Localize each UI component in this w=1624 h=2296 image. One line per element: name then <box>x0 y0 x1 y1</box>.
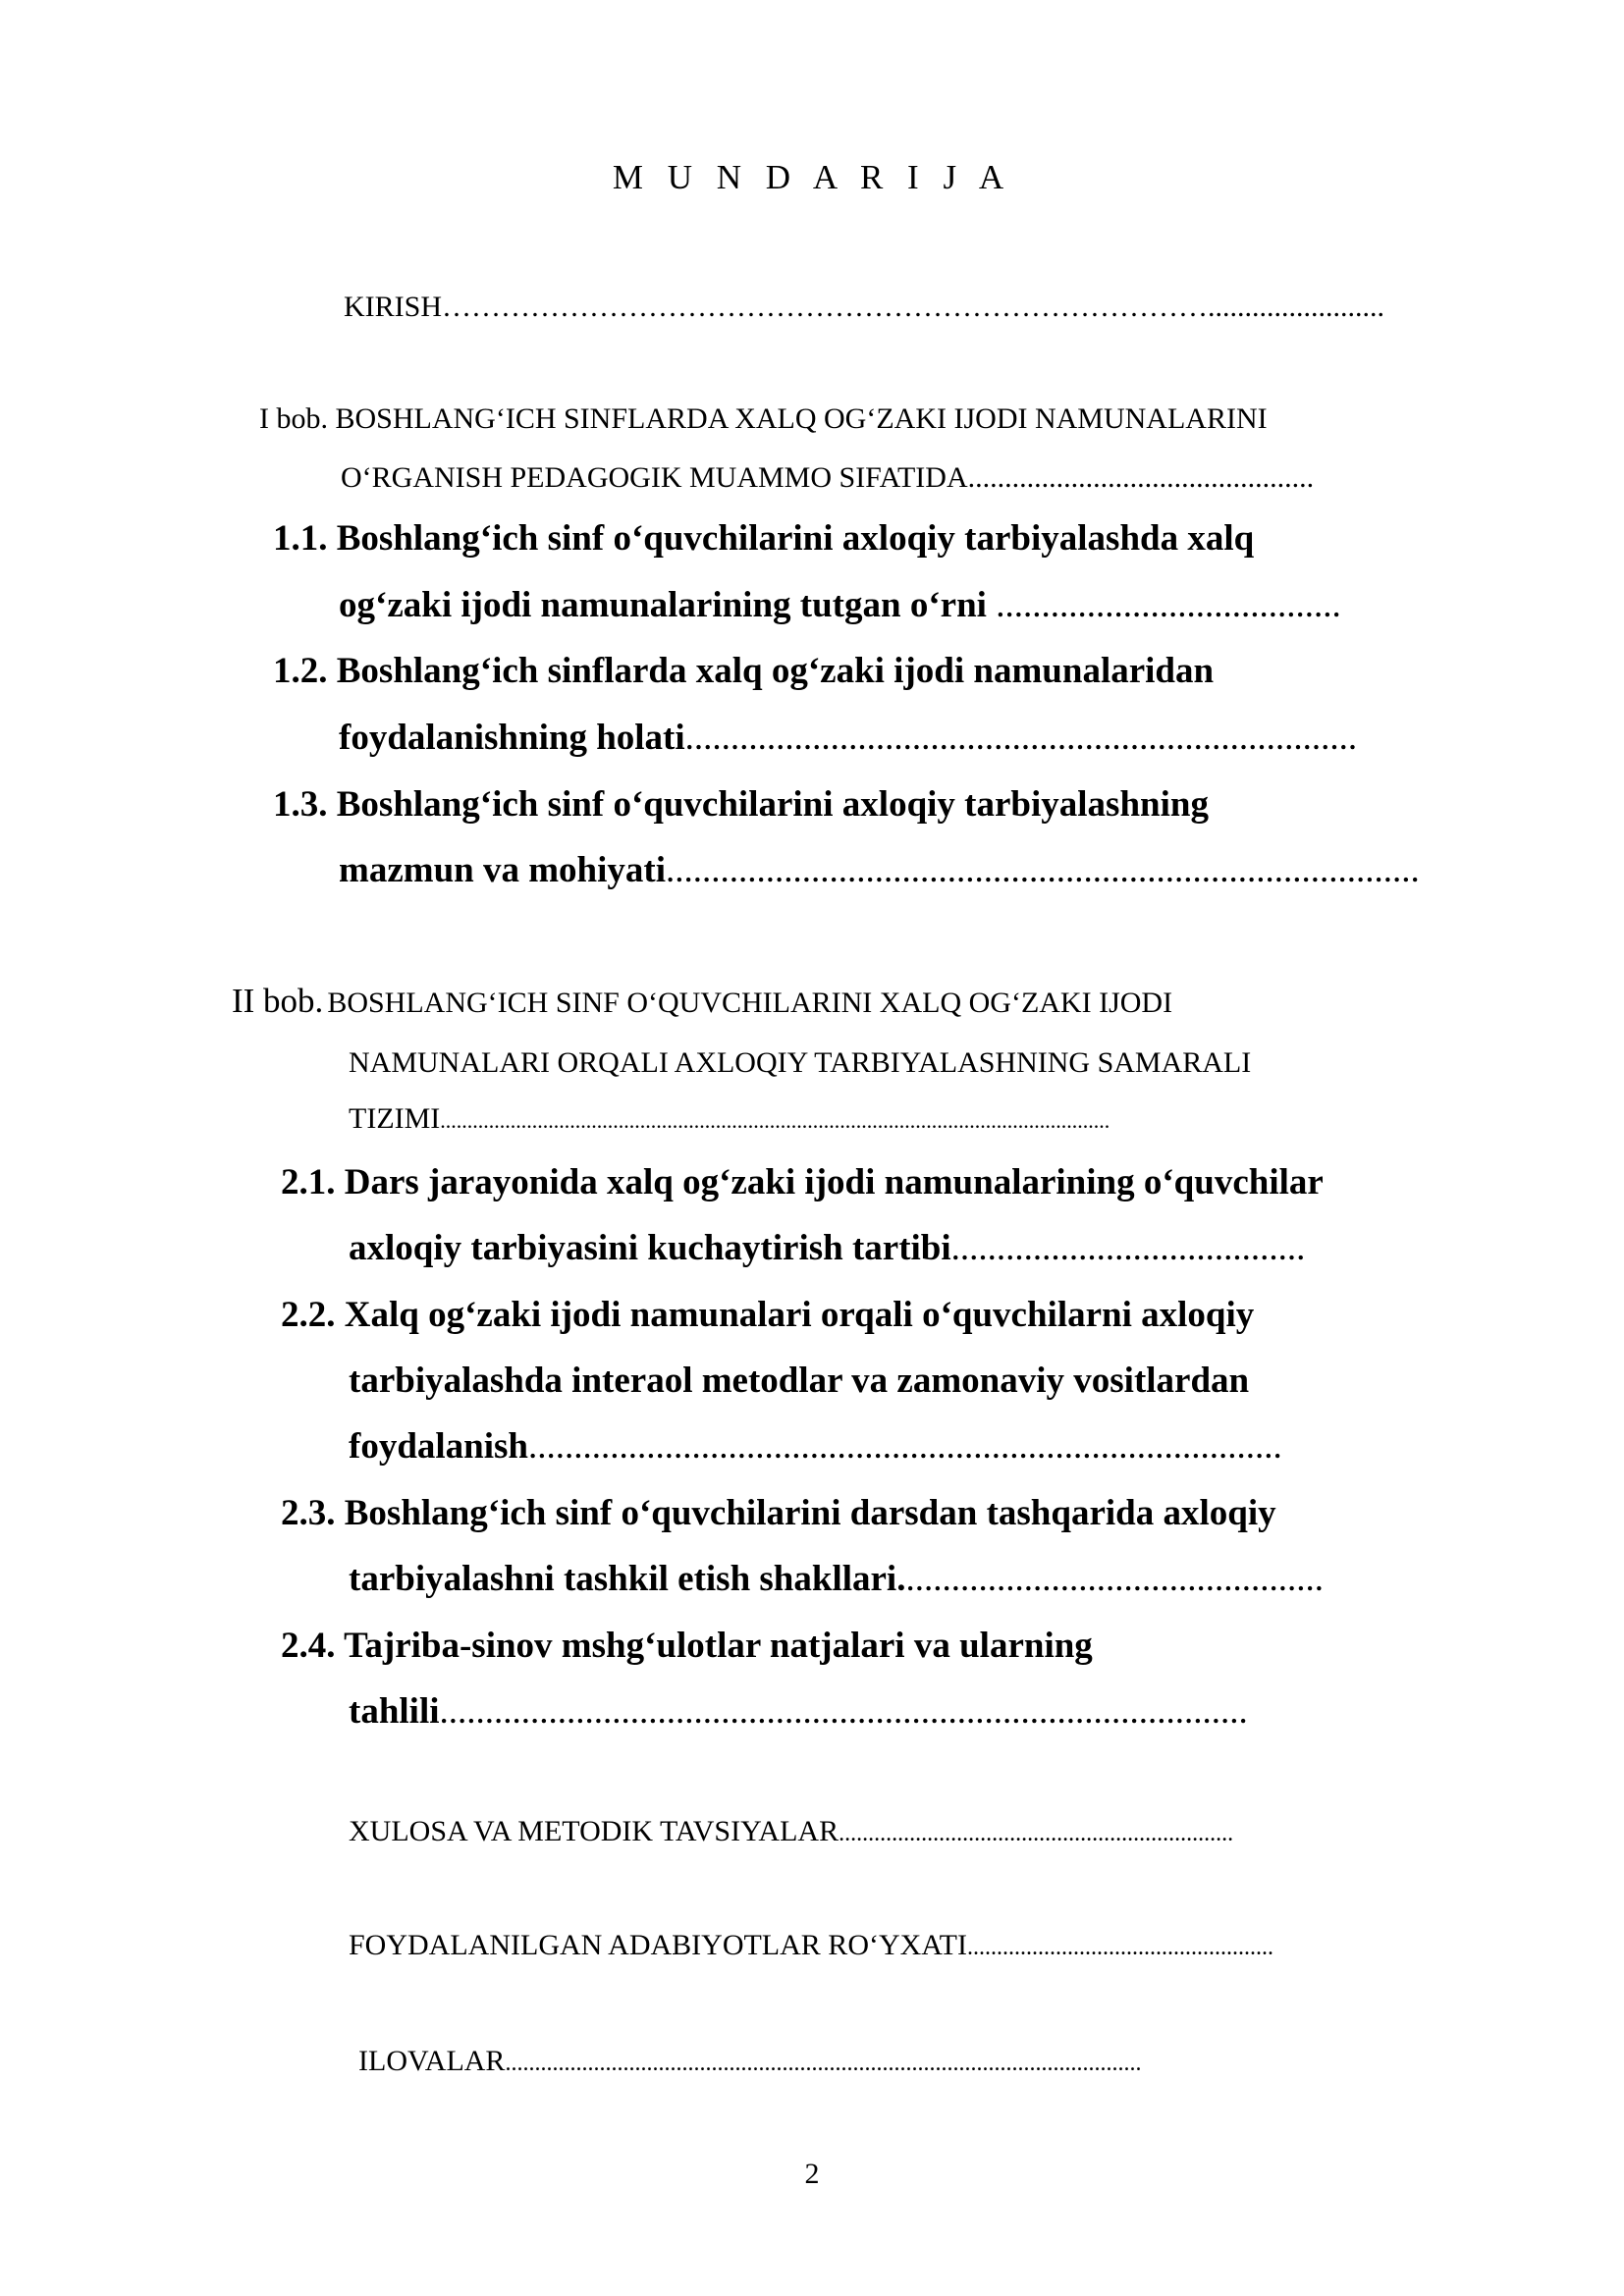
section-title-line: tarbiyalashda interaol metodlar va zamonaviy vositlardan <box>349 1361 1250 1401</box>
toc-leader: .............................................. <box>905 1559 1324 1599</box>
toc-section-2-3 <box>281 1495 1276 1531</box>
toc-leader: .................................................... <box>966 1935 1273 1960</box>
section-title-line: tahlili <box>349 1691 440 1732</box>
section-title-line: Boshlang‘ich sinf o‘quvchilarini axloqiy tarbiyalashda xalq <box>336 518 1255 559</box>
toc-section-2-4 <box>281 1628 1093 1664</box>
section-number: 2.2. <box>281 1295 336 1335</box>
section-number: 1.1. <box>273 518 328 559</box>
section-title-line: foydalanishning holati <box>339 718 685 758</box>
section-number: 2.4. <box>281 1626 336 1666</box>
section-title-line: axloqiy tarbiyasini kuchaytirish tartibi <box>349 1228 951 1268</box>
toc-leader: ......................................................................................... <box>439 1691 1248 1732</box>
chapter-title-line: NAMUNALARI ORQALI AXLOQIY TARBIYALASHNING SAMARALI <box>349 1046 1252 1079</box>
section-title-line: Boshlang‘ich sinflarda xalq og‘zaki ijodi namunalaridan <box>336 651 1215 691</box>
toc-section-1-2-cont <box>339 720 1357 756</box>
toc-section-2-2-cont <box>349 1362 1249 1399</box>
section-number: 2.1. <box>281 1162 336 1202</box>
section-number: 1.2. <box>273 651 328 691</box>
section-title-line: Boshlang‘ich sinf o‘quvchilarini darsdan tashqarida axloqiy <box>344 1493 1276 1533</box>
chapter-title-line: BOSHLANG‘ICH SINFLARDA XALQ OG‘ZAKI IJODI NAMUNALARINI <box>335 402 1268 435</box>
toc-leader: .......................................................................... <box>684 718 1358 758</box>
toc-section-2-1 <box>281 1164 1324 1201</box>
chapter-number: II bob. <box>232 982 324 1020</box>
toc-entry-intro <box>344 293 1384 322</box>
toc-leader: ................................................................... <box>839 1821 1234 1846</box>
toc-entry-label: XULOSA VA METODIK TAVSIYALAR <box>349 1815 839 1847</box>
toc-section-2-2 <box>281 1297 1254 1333</box>
toc-section-2-4-cont <box>349 1693 1248 1730</box>
chapter-number: I bob. <box>259 402 328 435</box>
section-title-line: og‘zaki ijodi namunalarining tutgan o‘rni <box>339 585 987 625</box>
section-title-line: Xalq og‘zaki ijodi namunalari orqali o‘quvchilarni axloqiy <box>344 1295 1255 1335</box>
toc-chapter-2-heading <box>232 984 1172 1018</box>
page-number: 2 <box>804 2158 820 2190</box>
section-number: 1.3. <box>273 784 328 825</box>
toc-chapter-2-heading-cont <box>349 1048 1251 1078</box>
toc-section-2-2-cont-2 <box>349 1428 1282 1465</box>
toc-leader: ................................................................................... <box>666 850 1420 890</box>
toc-entry-references <box>349 1931 1273 1960</box>
toc-entry-label: ILOVALAR <box>358 2045 506 2077</box>
toc-entry-appendix <box>358 2047 1141 2076</box>
toc-entry-label: KIRISH <box>344 291 443 323</box>
toc-leader: ................................................................................... <box>528 1426 1282 1467</box>
toc-leader: ............................................................................................................ <box>505 2051 1142 2076</box>
section-title-line: Dars jarayonida xalq og‘zaki ijodi namunalarining o‘quvchilar <box>344 1162 1324 1202</box>
toc-section-1-1-cont <box>339 587 1341 623</box>
section-title-line: mazmun va mohiyati <box>339 850 666 890</box>
toc-leader: ...................................... <box>986 585 1341 625</box>
section-title-line: Boshlang‘ich sinf o‘quvchilarini axloqiy tarbiyalashning <box>336 784 1209 825</box>
toc-section-2-1-cont <box>349 1230 1305 1266</box>
toc-leader: ....................................... <box>950 1228 1306 1268</box>
section-number: 2.3. <box>281 1493 336 1533</box>
section-title-line: foydalanish <box>349 1426 529 1467</box>
toc-entry-conclusion <box>349 1817 1233 1846</box>
section-title-line: tarbiyalashni tashkil etish shakllari. <box>349 1559 906 1599</box>
toc-leader: ............................................... <box>967 461 1315 494</box>
toc-section-2-3-cont <box>349 1561 1324 1597</box>
chapter-title-line: O‘RGANISH PEDAGOGIK MUAMMO SIFATIDA <box>341 461 968 494</box>
toc-section-1-3 <box>273 786 1209 823</box>
toc-section-1-3-cont <box>339 852 1420 888</box>
toc-leader: ……………………………………………………………………........................ <box>442 291 1385 323</box>
chapter-title-line: BOSHLANG‘ICH SINF O‘QUVCHILARINI XALQ OG‘ZAKI IJODI <box>327 987 1173 1019</box>
page-title: M U N D A R I J A <box>612 158 1012 196</box>
chapter-title-line: TIZIMI <box>349 1102 441 1135</box>
toc-chapter-1-heading-cont <box>341 463 1314 493</box>
toc-leader: ............................................................................................................................ <box>440 1108 1110 1133</box>
section-title-line: Tajriba-sinov mshg‘ulotlar natjalari va ularning <box>344 1626 1093 1666</box>
toc-chapter-2-heading-cont-2 <box>349 1104 1110 1134</box>
toc-section-1-1 <box>273 520 1254 557</box>
toc-chapter-1-heading <box>259 404 1268 434</box>
toc-section-1-2 <box>273 653 1214 689</box>
toc-entry-label: FOYDALANILGAN ADABIYOTLAR RO‘YXATI <box>349 1929 967 1961</box>
